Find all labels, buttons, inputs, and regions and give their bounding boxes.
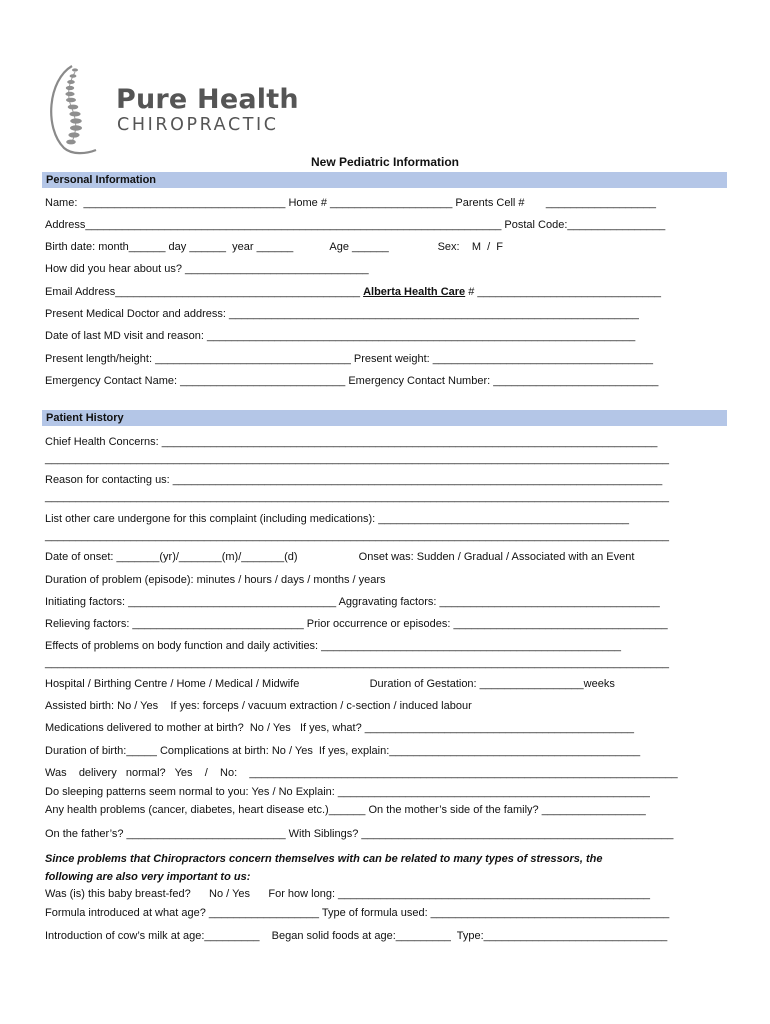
formula-line[interactable]: Formula introduced at what age? __________________ Type of formula used: _______________________________________ [45,907,670,919]
initiating-aggravating-line[interactable]: Initiating factors: __________________________________ Aggravating factors: ____________________________________ [45,596,660,608]
brand-subtitle: CHIROPRACTIC [117,115,279,135]
effects-of-problems-line-2[interactable]: ______________________________________________________________________________________________________ [45,657,670,669]
stressors-note-line-2: following are also very important to us: [45,871,251,883]
duration-of-birth-line[interactable]: Duration of birth:_____ Complications at birth: No / Yes If yes, explain:_________________________________________ [45,745,641,757]
form-title: New Pediatric Information [310,155,460,169]
delivery-normal-line[interactable]: Was delivery normal? Yes / No: ______________________________________________________________________ [45,767,678,779]
logo [42,62,332,158]
chief-health-concerns-line-2[interactable]: ______________________________________________________________________________________________________ [45,453,670,465]
other-care-line-2[interactable]: ______________________________________________________________________________________________________ [45,530,670,542]
email-health-care-line[interactable] [45,285,661,299]
reason-contacting-line-2[interactable]: ______________________________________________________________________________________________________ [45,491,670,503]
relieving-factors-line[interactable]: Relieving factors: ____________________________ Prior occurrence or episodes: ___________________________________ [45,618,668,630]
email-label: Email Address________________________________________ [45,286,364,298]
height-weight-line[interactable]: Present length/height: ________________________________ Present weight: ____________________________________ [45,353,654,365]
alberta-health-care-label: Alberta Health Care [363,286,466,298]
name-home-cell-line[interactable]: Name: _________________________________ Home # ____________________ Parents Cell # __________________ [45,197,657,209]
cows-milk-solid-foods-line[interactable]: Introduction of cow’s milk at age:_________ Began solid foods at age:_________ Type:______________________________ [45,930,668,942]
health-care-number: # ______________________________ [465,286,661,298]
sleeping-patterns-line[interactable]: Do sleeping patterns seem normal to you: Yes / No Explain: ___________________________________________________ [45,786,650,798]
last-md-visit-line[interactable]: Date of last MD visit and reason: ______________________________________________________________________ [45,330,636,342]
reason-contacting-line[interactable]: Reason for contacting us: ________________________________________________________________________________ [45,474,663,486]
brand-name: Pure Health [116,84,299,115]
chief-health-concerns-line[interactable]: Chief Health Concerns: _________________________________________________________________________________ [45,436,658,448]
medical-doctor-line[interactable]: Present Medical Doctor and address: ___________________________________________________________________ [45,308,639,320]
address-line[interactable]: Address____________________________________________________________________ Postal Code:________________ [45,219,666,231]
father-siblings-line[interactable]: On the father’s? __________________________ With Siblings? ___________________________________________________ [45,828,674,840]
date-of-onset-line[interactable]: Date of onset: _______(yr)/_______(m)/_______(d) Onset was: Sudden / Gradual / Associated with an Event [45,551,635,563]
other-care-line[interactable]: List other care undergone for this complaint (including medications): _________________________________________ [45,513,630,525]
medications-at-birth-line[interactable]: Medications delivered to mother at birth? No / Yes If yes, what? ____________________________________________ [45,722,634,734]
mother-side-health-line[interactable]: Any health problems (cancer, diabetes, heart disease etc.)______ On the mother’s side of the family? _________________ [45,804,646,816]
referral-line[interactable]: How did you hear about us? ______________________________ [45,263,369,275]
section-personal-information: Personal Information [42,172,727,188]
birth-date-line[interactable]: Birth date: month______ day ______ year ______ Age ______ Sex: M / F [45,241,503,253]
assisted-birth-line[interactable]: Assisted birth: No / Yes If yes: forceps / vacuum extraction / c-section / induced labour [45,700,472,712]
emergency-contact-line[interactable]: Emergency Contact Name: ___________________________ Emergency Contact Number: ___________________________ [45,375,659,387]
breast-fed-line[interactable]: Was (is) this baby breast-fed? No / Yes For how long: ___________________________________________________ [45,888,651,900]
spine-icon [42,62,114,158]
section-patient-history: Patient History [42,410,727,426]
duration-of-problem-line[interactable]: Duration of problem (episode): minutes / hours / days / months / years [45,574,386,586]
effects-of-problems-line[interactable]: Effects of problems on body function and daily activities: _________________________________________________ [45,640,621,652]
birth-place-gestation-line[interactable]: Hospital / Birthing Centre / Home / Medical / Midwife Duration of Gestation: _________________weeks [45,678,615,690]
stressors-note-line-1: Since problems that Chiropractors concern themselves with can be related to many types of stressors, the [45,853,603,865]
